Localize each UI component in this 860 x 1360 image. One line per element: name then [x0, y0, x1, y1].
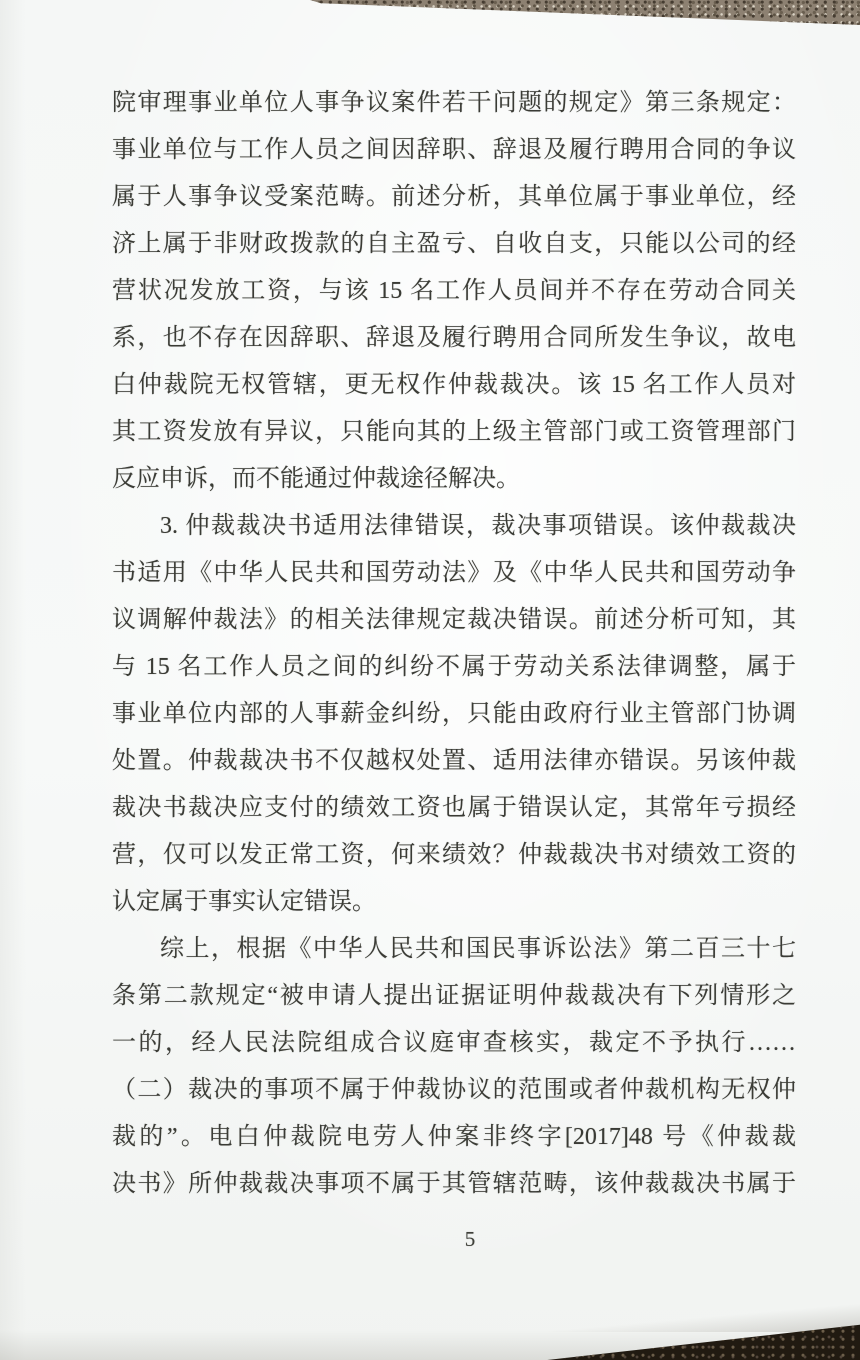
paper-corner-shadow	[530, 1298, 860, 1332]
text-line: 综上，根据《中华人民共和国民事诉讼法》第二百三十七	[160, 936, 796, 962]
text-line: 一的，经人民法院组成合议庭审查核实，裁定不予执行……	[112, 1030, 796, 1056]
text-line: 议调解仲裁法》的相关法律规定裁决错误。前述分析可知，其	[112, 607, 796, 633]
text-line: 事业单位内部的人事薪金纠纷，只能由政府行业主管部门协调	[112, 701, 796, 727]
page-number: 5	[464, 1227, 476, 1251]
text-line: 书适用《中华人民共和国劳动法》及《中华人民共和国劳动争	[112, 560, 796, 586]
text-line: 营，仅可以发正常工资，何来绩效？仲裁裁决书对绩效工资的	[112, 842, 796, 868]
text-line: 属于人事争议受案范畴。前述分析，其单位属于事业单位，经	[112, 184, 796, 210]
text-line: 其工资发放有异议，只能向其的上级主管部门或工资管理部门	[112, 419, 796, 445]
text-line: 认定属于事实认定错误。	[112, 889, 376, 915]
text-line: 3. 仲裁裁决书适用法律错误，裁决事项错误。该仲裁裁决	[160, 513, 796, 539]
text-line: 裁的”。电白仲裁院电劳人仲案非终字[2017]48 号《仲裁裁	[112, 1124, 796, 1150]
text-line: 系，也不存在因辞职、辞退及履行聘用合同所发生争议，故电	[112, 325, 796, 351]
text-line: 处置。仲裁裁决书不仅越权处置、适用法律亦错误。另该仲裁	[112, 748, 796, 774]
text-line: 反应申诉，而不能通过仲裁途径解决。	[112, 466, 520, 492]
text-line: 裁决书裁决应支付的绩效工资也属于错误认定，其常年亏损经	[112, 795, 796, 821]
text-line: 决书》所仲裁裁决事项不属于其管辖范畴，该仲裁裁决书属于	[112, 1171, 796, 1197]
text-line: 白仲裁院无权管辖，更无权作仲裁裁决。该 15 名工作人员对	[112, 372, 796, 398]
text-line: 事业单位与工作人员之间因辞职、辞退及履行聘用合同的争议	[112, 137, 796, 163]
text-line: 条第二款规定“被申请人提出证据证明仲裁裁决有下列情形之	[112, 983, 796, 1009]
text-line: 济上属于非财政拨款的自主盈亏、自收自支，只能以公司的经	[112, 231, 796, 257]
text-body	[112, 80, 796, 1208]
text-line: （二）裁决的事项不属于仲裁协议的范围或者仲裁机构无权仲	[112, 1077, 796, 1103]
table-surface-top-edge	[310, 0, 860, 32]
text-line: 与 15 名工作人员之间的纠纷不属于劳动关系法律调整，属于	[112, 654, 796, 680]
text-line: 院审理事业单位人事争议案件若干问题的规定》第三条规定：	[112, 90, 796, 116]
text-line: 营状况发放工资，与该 15 名工作人员间并不存在劳动合同关	[112, 278, 796, 304]
